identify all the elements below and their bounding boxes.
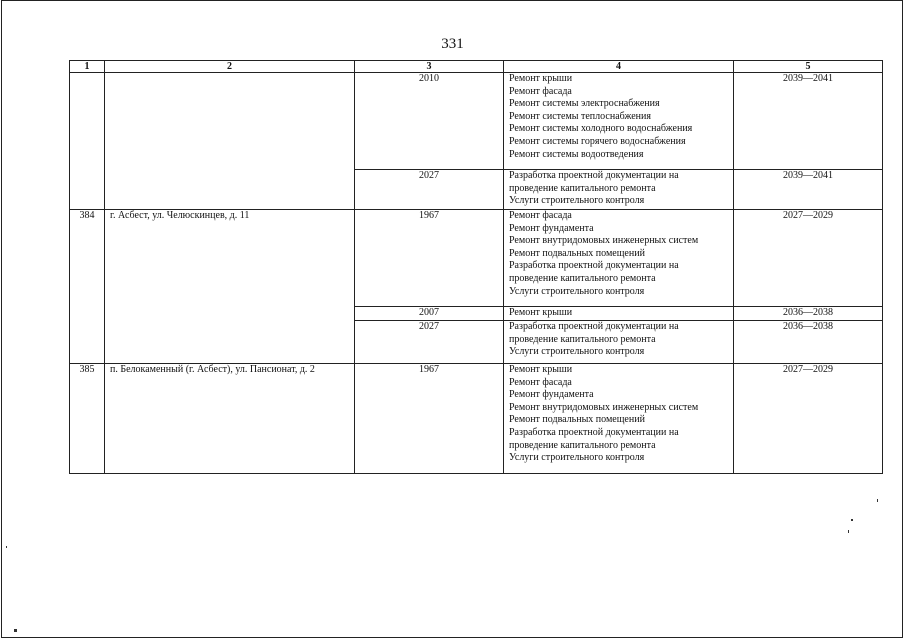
- work-item: Ремонт крыши: [509, 307, 573, 318]
- header-row: [70, 61, 883, 73]
- table-row: [70, 210, 883, 307]
- row-number: [70, 73, 105, 210]
- work-item: Услуги строительного контроля: [509, 346, 645, 358]
- period-cell: 2036—2038: [734, 321, 883, 364]
- work-item: Ремонт подвальных помещений: [509, 247, 645, 259]
- period-cell: 2036—2038: [734, 307, 883, 321]
- work-item: Ремонт внутридомовых инженерных систем: [509, 401, 699, 413]
- scan-speck: [851, 519, 853, 521]
- work-item: Ремонт системы горячего водоснабжения: [509, 135, 686, 147]
- scan-speck: [877, 499, 878, 502]
- work-item: Разработка проектной документации на: [509, 426, 679, 438]
- work-item: Разработка проектной документации на: [509, 260, 679, 272]
- table-row: [70, 73, 883, 170]
- work-item: Ремонт крыши: [509, 73, 573, 84]
- work-item: Ремонт фасада: [509, 210, 572, 221]
- work-item: Ремонт фасада: [509, 376, 572, 388]
- header-col-5: 5: [734, 61, 883, 73]
- scan-speck: [14, 629, 17, 632]
- works-cell: [504, 364, 734, 474]
- address-cell: [105, 73, 355, 210]
- year-cell: 2027: [355, 170, 504, 210]
- scan-speck: [6, 546, 7, 548]
- work-item: проведение капитального ремонта: [509, 439, 656, 451]
- period-cell: 2027—2029: [734, 210, 883, 307]
- work-item: проведение капитального ремонта: [509, 272, 656, 284]
- address-cell: г. Асбест, ул. Челюскинцев, д. 11: [105, 210, 355, 364]
- table-row: [70, 364, 883, 474]
- page-number: 331: [441, 36, 464, 52]
- work-item: Ремонт фасада: [509, 85, 572, 97]
- work-item: проведение капитального ремонта: [509, 333, 656, 345]
- year-cell: 2027: [355, 321, 504, 364]
- works-cell: [504, 321, 734, 364]
- repair-schedule-table: [69, 60, 883, 474]
- work-item: Ремонт системы водоотведения: [509, 148, 644, 160]
- works-cell: [504, 307, 734, 321]
- year-cell: 1967: [355, 210, 504, 307]
- header-col-2: 2: [105, 61, 355, 73]
- work-item: проведение капитального ремонта: [509, 182, 656, 194]
- row-number: 384: [70, 210, 105, 364]
- header-col-1: 1: [70, 61, 105, 73]
- work-item: Ремонт фундамента: [509, 389, 594, 401]
- period-cell: 2027—2029: [734, 364, 883, 474]
- row-number: 385: [70, 364, 105, 474]
- work-item: Ремонт крыши: [509, 364, 573, 375]
- work-item: Ремонт фундамента: [509, 222, 594, 234]
- work-item: Ремонт подвальных помещений: [509, 414, 645, 426]
- year-cell: 2007: [355, 307, 504, 321]
- work-item: Услуги строительного контроля: [509, 195, 645, 207]
- header-col-4: 4: [504, 61, 734, 73]
- period-cell: 2039—2041: [734, 73, 883, 170]
- work-item: Разработка проектной документации на: [509, 321, 679, 332]
- year-cell: 1967: [355, 364, 504, 474]
- work-item: Ремонт внутридомовых инженерных систем: [509, 235, 699, 247]
- works-cell: [504, 73, 734, 170]
- period-cell: 2039—2041: [734, 170, 883, 210]
- work-item: Услуги строительного контроля: [509, 452, 645, 464]
- work-item: Ремонт системы холодного водоснабжения: [509, 123, 693, 135]
- works-cell: [504, 170, 734, 210]
- header-col-3: 3: [355, 61, 504, 73]
- year-cell: 2010: [355, 73, 504, 170]
- work-item: Ремонт системы теплоснабжения: [509, 110, 651, 122]
- work-item: Услуги строительного контроля: [509, 285, 645, 297]
- address-cell: п. Белокаменный (г. Асбест), ул. Пансионат, д. 2: [105, 364, 355, 474]
- scan-speck: [848, 530, 849, 533]
- works-cell: [504, 210, 734, 307]
- work-item: Разработка проектной документации на: [509, 170, 679, 181]
- work-item: Ремонт системы электроснабжения: [509, 98, 660, 110]
